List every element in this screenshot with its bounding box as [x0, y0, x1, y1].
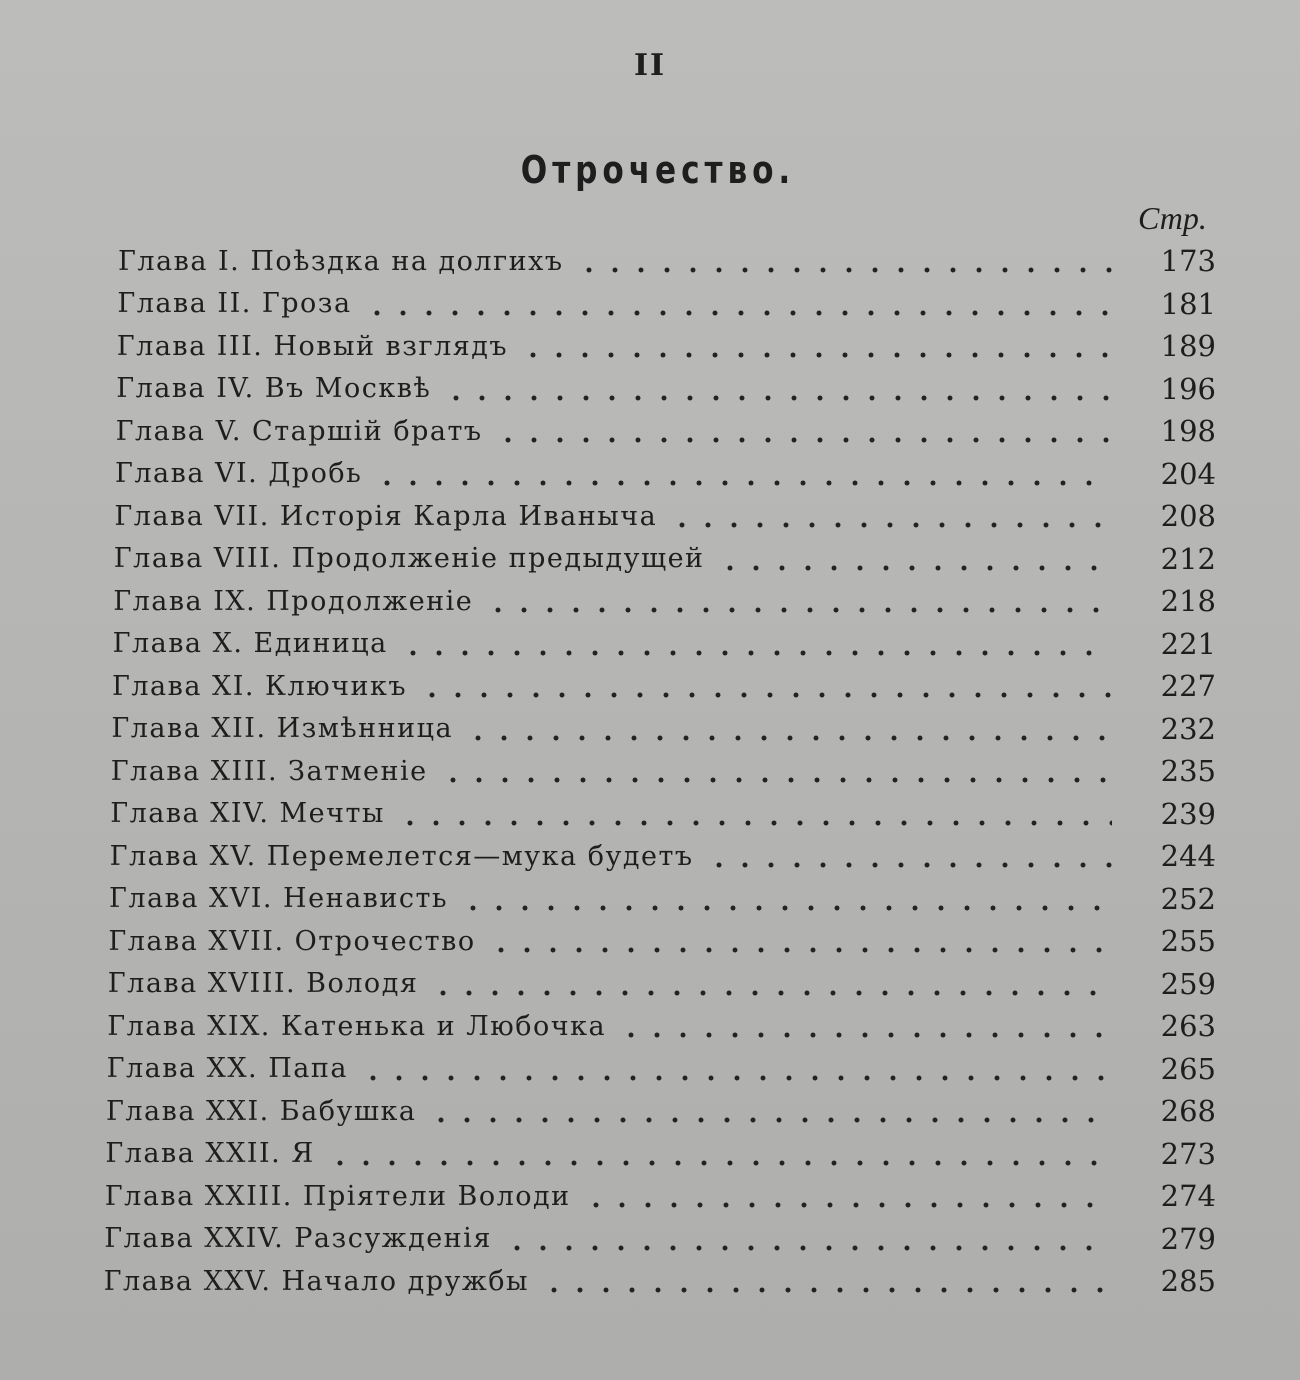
toc-entry — [117, 283, 1134, 325]
chapter-page-number: 265 — [1160, 1051, 1216, 1086]
dot-leader — [504, 1218, 1112, 1260]
chapter-title: Глава VIII. Продолженіе предыдущей — [113, 543, 705, 574]
toc-row — [0, 240, 1300, 283]
chapter-title: Глава XXII. Я — [105, 1138, 315, 1169]
toc-entry — [114, 538, 1134, 580]
chapter-page-number: 196 — [1160, 371, 1216, 406]
chapter-title: Глава XVIII. Володя — [107, 968, 419, 999]
chapter-page-number: 255 — [1160, 924, 1216, 958]
chapter-title: Глава XXI. Бабушка — [106, 1095, 417, 1127]
toc-row — [0, 708, 1300, 751]
toc-row — [0, 1048, 1300, 1091]
dot-leader — [488, 920, 1112, 962]
chapter-page-number: 252 — [1160, 881, 1216, 916]
chapter-title: Глава VII. Исторія Карла Иваныча — [114, 500, 658, 532]
toc-row — [0, 410, 1300, 453]
toc-entry — [105, 1133, 1134, 1175]
chapter-page-number: 221 — [1160, 626, 1216, 661]
toc-entry — [104, 1218, 1134, 1260]
toc-entry — [109, 878, 1134, 920]
toc-entry — [111, 750, 1134, 792]
chapter-title: Глава XII. Измѣнница — [111, 713, 454, 744]
toc-row — [0, 665, 1300, 708]
toc-row — [0, 920, 1300, 963]
toc-entry — [107, 1005, 1134, 1047]
toc-entry — [106, 1090, 1134, 1132]
toc-entry — [108, 920, 1134, 962]
toc-row — [0, 750, 1300, 793]
dot-leader — [428, 1090, 1112, 1132]
chapter-title: Глава X. Единица — [112, 628, 388, 659]
chapter-title: Глава IV. Въ Москвѣ — [116, 373, 432, 404]
dot-leader — [717, 538, 1112, 580]
dot-leader — [360, 1048, 1112, 1090]
toc-row — [0, 1005, 1300, 1048]
toc-entry — [105, 1175, 1134, 1217]
chapter-page-number: 285 — [1160, 1264, 1216, 1298]
chapter-page-number: 239 — [1160, 796, 1216, 831]
chapter-title: Глава XXV. Начало дружбы — [103, 1265, 529, 1297]
toc-row — [0, 623, 1300, 666]
chapter-title: Глава XIX. Катенька и Любочка — [107, 1010, 607, 1042]
chapter-page-number: 204 — [1160, 456, 1216, 491]
dot-leader — [576, 240, 1112, 282]
page-number: II — [633, 48, 667, 83]
toc-entry — [111, 708, 1134, 750]
chapter-title: Глава VI. Дробь — [115, 458, 363, 489]
chapter-title: Глава XXIII. Пріятели Володи — [104, 1180, 571, 1212]
chapter-page-number: 244 — [1160, 839, 1216, 873]
chapter-title: Глава XIV. Мечты — [110, 798, 385, 829]
toc-entry — [112, 665, 1134, 707]
dot-leader — [430, 963, 1112, 1005]
chapter-title: Глава XVI. Ненависть — [109, 883, 449, 914]
chapter-title: Глава XI. Ключикъ — [112, 670, 408, 702]
chapter-page-number: 227 — [1160, 669, 1216, 703]
dot-leader — [669, 495, 1112, 537]
toc-row — [0, 1218, 1300, 1261]
chapter-page-number: 212 — [1160, 541, 1216, 576]
toc-row — [0, 793, 1300, 836]
toc-entry — [116, 368, 1134, 410]
chapter-page-number: 268 — [1160, 1094, 1216, 1128]
chapter-title: Глава XIII. Затменіе — [110, 755, 428, 787]
toc-row — [0, 325, 1300, 368]
toc-entry — [107, 1048, 1134, 1090]
toc-row — [0, 1175, 1300, 1218]
chapter-page-number: 189 — [1160, 329, 1216, 363]
toc-entry — [114, 495, 1134, 537]
toc-row — [0, 878, 1300, 921]
toc-entry — [110, 835, 1134, 877]
page-column-label: Стр. — [1138, 200, 1207, 236]
table-of-contents — [0, 240, 1300, 1303]
dot-leader — [541, 1260, 1112, 1302]
dot-leader — [397, 793, 1112, 835]
toc-entry — [118, 240, 1134, 282]
chapter-page-number: 208 — [1160, 499, 1216, 533]
dot-leader — [327, 1133, 1112, 1175]
dot-leader — [485, 580, 1112, 622]
chapter-title: Глава IX. Продолженіе — [113, 585, 474, 617]
toc-row — [0, 453, 1300, 496]
chapter-title: Глава XVII. Отрочество — [108, 925, 476, 957]
toc-entry — [110, 793, 1134, 835]
toc-row — [0, 283, 1300, 326]
dot-leader — [583, 1175, 1112, 1217]
toc-row — [0, 1133, 1300, 1176]
dot-leader — [495, 410, 1112, 452]
toc-row — [0, 495, 1300, 538]
toc-row — [0, 835, 1300, 878]
chapter-title: Глава II. Гроза — [117, 288, 352, 319]
toc-row — [0, 538, 1300, 581]
dot-leader — [520, 325, 1112, 367]
toc-entry — [108, 963, 1134, 1005]
dot-leader — [374, 453, 1112, 495]
chapter-page-number: 235 — [1160, 754, 1216, 788]
chapter-page-number: 181 — [1160, 286, 1216, 321]
chapter-title: Глава I. Поѣздка на долгихъ — [118, 245, 564, 277]
dot-leader — [440, 750, 1112, 792]
dot-leader — [443, 368, 1112, 410]
chapter-page-number: 218 — [1160, 584, 1216, 618]
toc-row — [0, 1090, 1300, 1133]
dot-leader — [706, 835, 1112, 877]
toc-row — [0, 1260, 1300, 1303]
chapter-title: Глава XXIV. Разсужденія — [104, 1223, 492, 1254]
toc-row — [0, 368, 1300, 411]
toc-entry — [113, 580, 1134, 622]
chapter-page-number: 279 — [1160, 1221, 1216, 1256]
toc-entry — [117, 325, 1134, 367]
chapter-page-number: 273 — [1160, 1136, 1216, 1171]
toc-entry — [113, 623, 1134, 665]
toc-entry — [115, 453, 1134, 495]
section-title: Отрочество. — [520, 148, 796, 192]
chapter-page-number: 173 — [1160, 244, 1216, 278]
chapter-title: Глава V. Старшій братъ — [115, 415, 483, 447]
chapter-title: Глава XV. Перемелется—мука будетъ — [109, 840, 694, 872]
chapter-page-number: 259 — [1160, 966, 1216, 1001]
dot-leader — [364, 283, 1112, 325]
chapter-title: Глава III. Новый взглядъ — [116, 330, 509, 362]
toc-entry — [104, 1260, 1134, 1302]
chapter-page-number: 232 — [1160, 711, 1216, 746]
toc-entry — [116, 410, 1134, 452]
dot-leader — [460, 878, 1112, 920]
dot-leader — [400, 623, 1112, 665]
chapter-page-number: 198 — [1160, 414, 1216, 448]
dot-leader — [465, 708, 1112, 750]
toc-row — [0, 580, 1300, 623]
chapter-title: Глава XX. Папа — [106, 1053, 348, 1084]
dot-leader — [419, 665, 1112, 707]
toc-row — [0, 963, 1300, 1006]
dot-leader — [618, 1005, 1112, 1047]
chapter-page-number: 263 — [1160, 1009, 1216, 1043]
chapter-page-number: 274 — [1160, 1179, 1216, 1213]
